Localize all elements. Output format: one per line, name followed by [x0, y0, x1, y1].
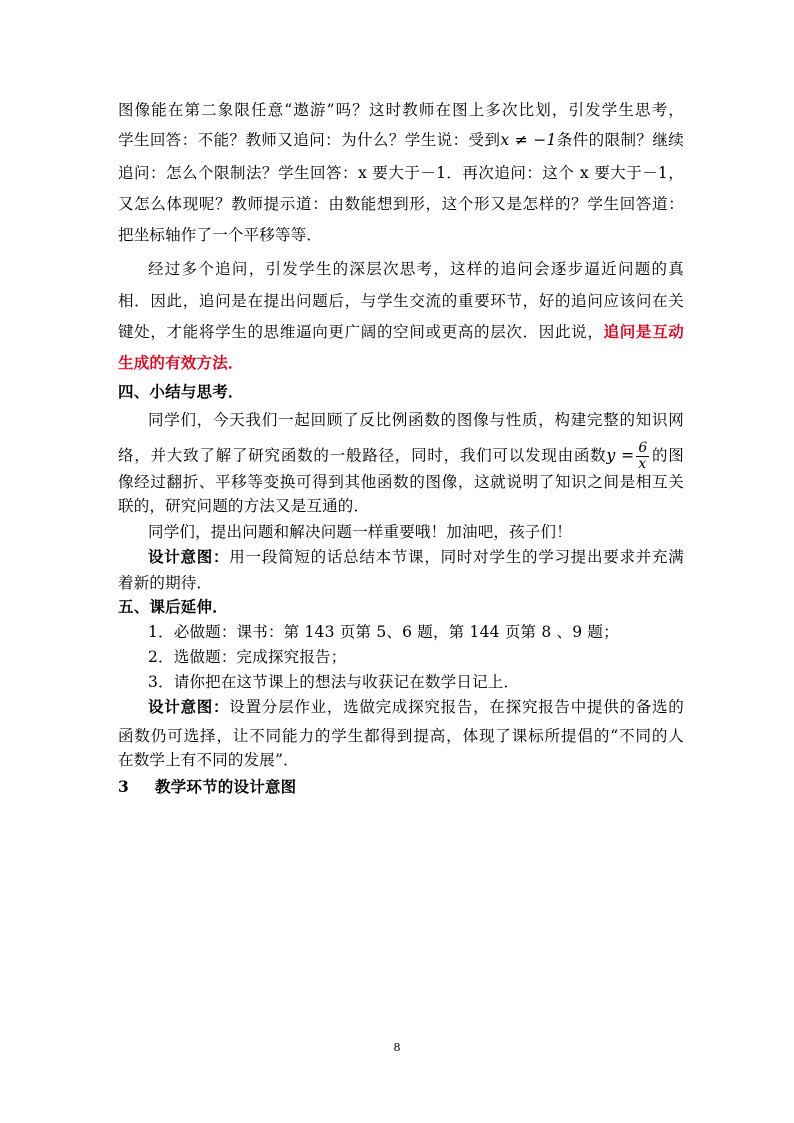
section5-item1: 1．必做题：课书：第 143 页第 5、6 题，第 144 页第 8 、9 题； — [148, 623, 619, 641]
section5-design-text: 设置分层作业，选做完成探究报告，在探究报告中提供的备选的 — [229, 698, 684, 716]
para1-line2-text-a: 学生回答：不能？教师又追问：为什么？学生说：受到 — [118, 131, 501, 149]
section3-heading — [118, 777, 684, 797]
para1-line2-text-b: 条件的限制？继续 — [556, 131, 684, 149]
fraction-six-over-x — [636, 441, 649, 472]
para2-line4-highlight: 生成的有效方法． — [118, 353, 244, 372]
section5-item2: 2．选做题：完成探究报告； — [148, 648, 347, 666]
highlight-red-text: 追问是互动 — [603, 322, 684, 341]
math-x-not-equal-minus-one: x ≠ −1 — [500, 131, 557, 149]
para1-line4: 又怎么体现呢？教师提示道：由数能想到形，这个形又是怎样的？学生回答道： — [118, 195, 684, 213]
para2-line2: 相．因此，追问是在提出问题后，与学生交流的重要环节，好的追问应该问在关 — [118, 292, 684, 310]
para1-line2 — [118, 130, 684, 150]
section5-design-line1 — [148, 697, 684, 717]
section5-heading: 五、课后延伸． — [118, 597, 228, 616]
function-lhs: y = — [606, 446, 635, 465]
section5-design-line3: 在数学上有不同的发展”． — [118, 751, 299, 769]
section4-heading: 四、小结与思考． — [118, 382, 244, 401]
section3-number: 3 — [118, 777, 129, 796]
section4-design-text: 用一段简短的话总结本节课，同时对学生的学习提出要求并充满 — [229, 548, 684, 566]
section4-design-line2: 着新的期待． — [118, 574, 213, 592]
section4-p1-line2-text: 络，并大致了解了研究函数的一般路径，同时，我们可以发现由函数 — [118, 446, 607, 465]
para1-line3: 追问：怎么个限制法？学生回答：x 要大于－1．再次追问：这个 x 要大于－1， — [118, 164, 684, 182]
para1-line1: 图像能在第二象限任意“遨游”吗？这时教师在图上多次比划，引发学生思考， — [118, 101, 684, 119]
para1-line5: 把坐标轴作了一个平移等等． — [118, 226, 323, 244]
para2-line3-text: 键处，才能将学生的思维逼向更广阔的空间或更高的层次．因此说， — [118, 323, 604, 341]
fraction-denominator: x — [638, 456, 647, 472]
para2-line3 — [118, 322, 684, 342]
page-number: 8 — [393, 1041, 401, 1054]
section4-p1-line2 — [118, 441, 684, 472]
fraction-numerator: 6 — [638, 440, 648, 456]
section4-p1-line1: 同学们，今天我们一起回顾了反比例函数的图像与性质，构建完整的知识网 — [148, 411, 684, 429]
section4-design-line1 — [148, 547, 684, 567]
section4-p1-line2-tail: 的图 — [651, 446, 684, 465]
section5-item3: 3．请你把在这节课上的想法与收获记在数学日记上． — [148, 673, 520, 691]
section4-p1-line3: 像经过翻折、平移等变换可得到其他函数的图像，这就说明了知识之间是相互关 — [118, 473, 684, 491]
section4-p1-line4: 联的，研究问题的方法又是互通的． — [118, 497, 370, 515]
section5-design-line2: 函数仍可选择，让不同能力的学生都得到提高，体现了课标所提倡的“不同的人 — [118, 727, 684, 745]
section3-title: 教学环节的设计意图 — [155, 777, 297, 796]
design-intent-label: 设计意图： — [148, 697, 230, 716]
design-intent-label: 设计意图： — [148, 547, 230, 566]
section4-p2: 同学们，提出问题和解决问题一样重要哦！加油吧，孩子们！ — [148, 523, 572, 541]
para2-line1: 经过多个追问，引发学生的深层次思考，这样的追问会逐步逼近问题的真 — [148, 260, 684, 278]
